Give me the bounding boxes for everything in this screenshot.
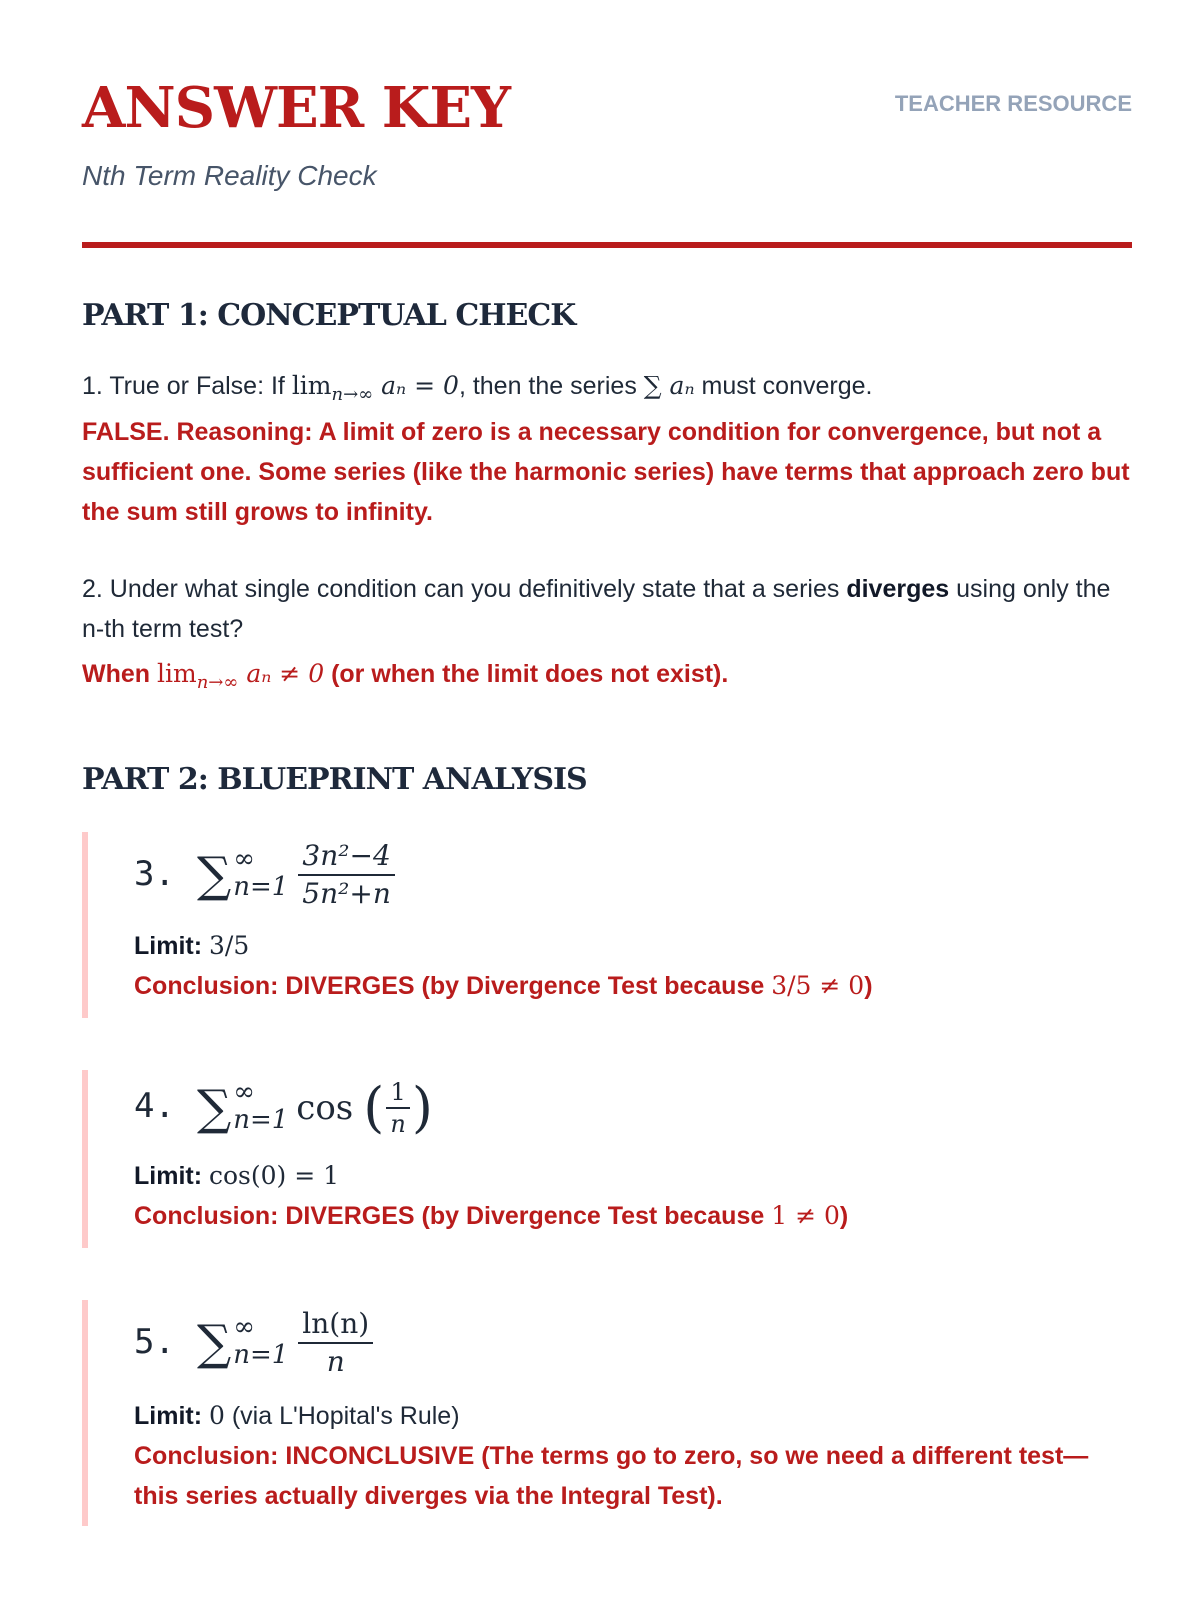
limit-label: Limit:	[134, 1162, 203, 1190]
lim-subscript: n→∞	[196, 672, 239, 693]
a2-prefix: When	[82, 660, 157, 688]
right-paren: )	[411, 1076, 433, 1139]
answer-1: FALSE. Reasoning: A limit of zero is a necessary condition for convergence, but not a sufficient one. Some series (like the harmonic series) have terms that approach zero but the sum still grows to infinity.	[82, 418, 1130, 526]
upper-limit: ∞	[233, 1312, 255, 1342]
lower-limit: n=1	[233, 1104, 289, 1135]
fraction	[386, 1077, 409, 1139]
fraction	[298, 1306, 373, 1380]
conclusion-line: Conclusion: INCONCLUSIVE (The terms go to zero, so we need a different test—this series actually diverges via the Integral Test).	[134, 1442, 1089, 1510]
numerator: ln(n)	[298, 1306, 373, 1344]
conclusion-text: Conclusion: DIVERGES (by Divergence Test because	[134, 1202, 772, 1230]
fraction	[298, 838, 395, 912]
limit-line	[134, 1156, 339, 1196]
limit-line	[134, 926, 249, 966]
q1-limit-math	[291, 371, 459, 405]
problem-expression	[134, 1076, 433, 1139]
limit-label: Limit:	[134, 932, 203, 960]
q1-middle: , then the series	[458, 372, 644, 400]
part2-heading: PART 2: BLUEPRINT ANALYSIS	[82, 762, 587, 797]
header	[82, 0, 1132, 250]
sum-limits	[233, 1313, 288, 1369]
limit-value: cos(0) = 1	[209, 1161, 340, 1190]
q2-prefix: 2. Under what single condition can you definitively state that a series	[82, 575, 847, 603]
problem-number: 3.	[134, 853, 175, 894]
lim-operator: lim	[157, 659, 197, 688]
sum-limits	[233, 845, 288, 901]
conclusion-end: )	[839, 1202, 849, 1230]
problem-number: 5.	[134, 1321, 175, 1362]
part1-heading: PART 1: CONCEPTUAL CHECK	[82, 298, 576, 333]
lower-limit: n=1	[233, 872, 289, 902]
lower-limit: n=1	[233, 1340, 289, 1370]
numerator: 3n²−4	[302, 839, 391, 872]
limit-value: 3/5	[209, 931, 250, 960]
problem-expression	[134, 1306, 373, 1380]
question-2	[82, 569, 1132, 649]
conclusion-math: 3/5 ≠ 0	[771, 971, 865, 1000]
conclusion-line	[134, 1196, 1094, 1236]
summation-icon: ∑	[196, 1315, 232, 1371]
conclusion-text: Conclusion: DIVERGES (by Divergence Test because	[134, 972, 772, 1000]
summation-icon: ∑	[196, 847, 232, 903]
denominator: n	[390, 1109, 406, 1138]
problem-card-3	[82, 832, 1138, 1018]
answer-2	[82, 654, 1132, 703]
a2-suffix: (or when the limit does not exist).	[324, 660, 729, 688]
limit-note: (via L'Hopital's Rule)	[224, 1402, 460, 1430]
upper-limit: ∞	[233, 1076, 255, 1107]
q1-prefix: 1. True or False: If	[82, 372, 292, 400]
sum-limits	[233, 1078, 288, 1134]
lim-expression: aₙ = 0	[381, 371, 459, 400]
q2-suffix: using only the n-th term test?	[82, 575, 1111, 643]
lim-operator: lim	[291, 371, 332, 400]
a2-limit-math	[157, 659, 325, 693]
problem-number: 4.	[134, 1086, 175, 1127]
limit-label: Limit:	[134, 1402, 203, 1430]
upper-limit: ∞	[233, 844, 255, 874]
conclusion-end: )	[864, 972, 873, 1000]
q1-suffix: must converge.	[694, 372, 873, 400]
teacher-resource-badge: TEACHER RESOURCE	[894, 91, 1132, 116]
problem-card-5	[82, 1300, 1138, 1526]
problem-expression	[134, 838, 395, 912]
denominator: n	[326, 1345, 345, 1378]
header-divider	[82, 242, 1132, 248]
denominator: 5n²+n	[302, 877, 391, 910]
left-paren: (	[363, 1076, 385, 1139]
conclusion-line	[134, 966, 1094, 1006]
conclusion-math: 1 ≠ 0	[771, 1201, 840, 1230]
limit-line	[134, 1396, 460, 1436]
lim-subscript: n→∞	[331, 384, 374, 405]
page-subtitle: Nth Term Reality Check	[82, 160, 377, 191]
answer-key-page	[82, 0, 1132, 1510]
numerator: 1	[386, 1077, 409, 1109]
q2-emphasis: diverges	[846, 575, 950, 603]
page-title: ANSWER KEY	[82, 75, 511, 141]
limit-value: 0	[209, 1401, 225, 1430]
problem-card-4	[82, 1070, 1138, 1248]
question-1	[82, 366, 1132, 415]
lim-expression: aₙ ≠ 0	[246, 659, 325, 688]
q1-sum-math: ∑ aₙ	[643, 371, 695, 400]
summation-icon: ∑	[196, 1079, 232, 1136]
cos-function: cos	[296, 1087, 354, 1128]
